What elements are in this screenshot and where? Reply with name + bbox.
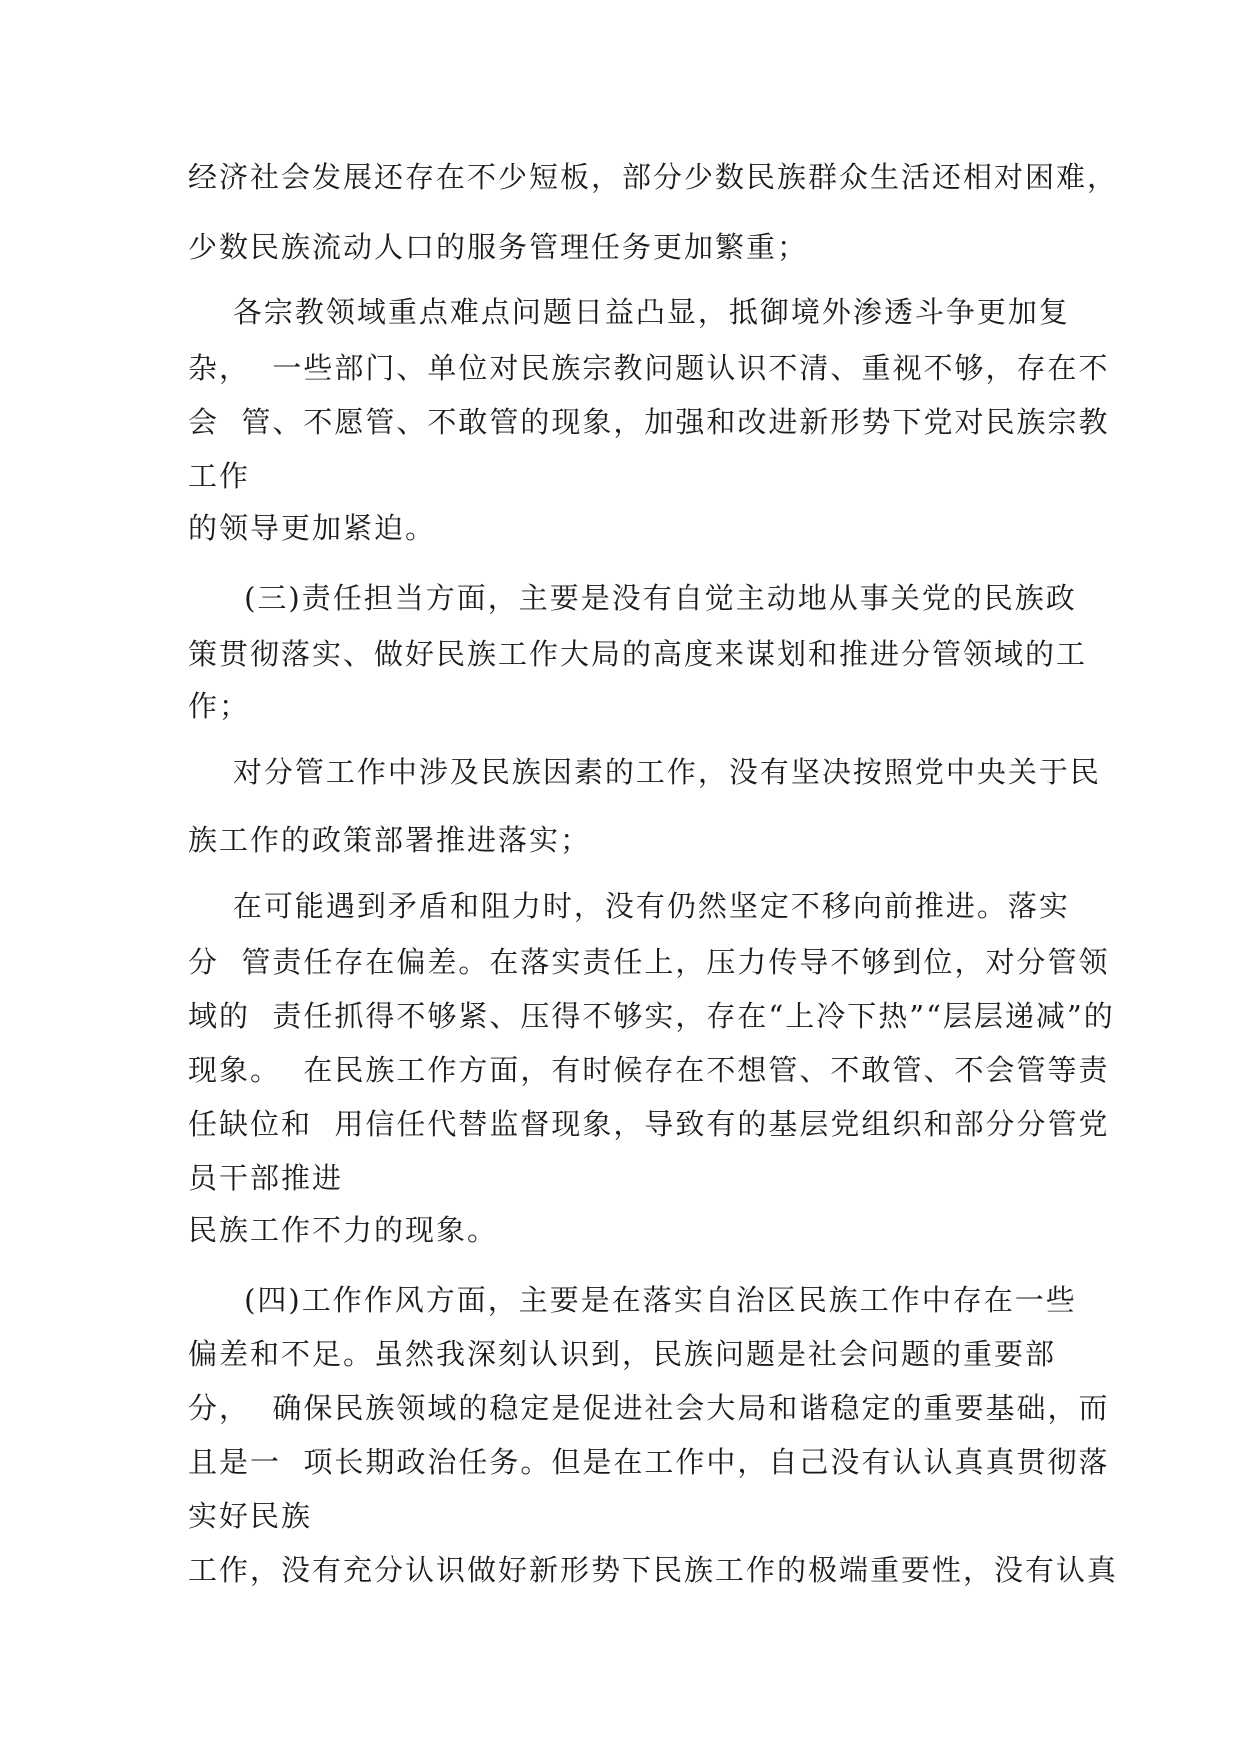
text-line: 各宗教领域重点难点问题日益凸显，抵御境外渗透斗争更加复	[188, 295, 1070, 329]
text-line: (四)工作作风方面，主要是在落实自治区民族工作中存在一些	[188, 1283, 1077, 1317]
text-line: 现象。 在民族工作方面，有时候存在不想管、不敢管、不会管等责	[188, 1053, 1110, 1087]
text-line: 且是一 项长期政治任务。但是在工作中，自己没有认认真真贯彻落	[188, 1445, 1110, 1479]
text-line: 策贯彻落实、做好民族工作大局的高度来谋划和推进分管领域的工	[188, 637, 1088, 671]
text-line: 作；	[188, 689, 251, 723]
text-line: 偏差和不足。虽然我深刻认识到，民族问题是社会问题的重要部	[188, 1337, 1057, 1371]
text-line: 工作，没有充分认识做好新形势下民族工作的极端重要性，没有认真	[188, 1553, 1119, 1587]
text-line: 在可能遇到矛盾和阻力时，没有仍然坚定不移向前推进。落实	[188, 889, 1070, 923]
text-line: 工作	[188, 459, 251, 493]
text-line: 域的 责任抓得不够紧、压得不够实，存在“上冷下热”“层层递减”的	[188, 999, 1115, 1033]
text-line: 族工作的政策部署推进落实；	[188, 823, 592, 857]
text-line: (三)责任担当方面，主要是没有自觉主动地从事关党的民族政	[188, 581, 1077, 615]
text-line: 任缺位和 用信任代替监督现象，导致有的基层党组织和部分分管党	[188, 1107, 1110, 1141]
text-line: 分， 确保民族领域的稳定是促进社会大局和谐稳定的重要基础，而	[188, 1391, 1110, 1425]
text-line: 民族工作不力的现象。	[188, 1213, 499, 1247]
text-line: 对分管工作中涉及民族因素的工作，没有坚决按照党中央关于民	[188, 755, 1101, 789]
text-line: 员干部推进	[188, 1161, 344, 1195]
text-line: 会 管、不愿管、不敢管的现象，加强和改进新形势下党对民族宗教	[188, 405, 1110, 439]
text-line: 杂， 一些部门、单位对民族宗教问题认识不清、重视不够，存在不	[188, 351, 1110, 385]
text-line: 少数民族流动人口的服务管理任务更加繁重；	[188, 230, 809, 264]
text-line: 经济社会发展还存在不少短板，部分少数民族群众生活还相对困难，	[188, 160, 1119, 194]
text-line: 的领导更加紧迫。	[188, 511, 437, 545]
text-line: 实好民族	[188, 1499, 313, 1533]
text-line: 分 管责任存在偏差。在落实责任上，压力传导不够到位，对分管领	[188, 945, 1110, 979]
